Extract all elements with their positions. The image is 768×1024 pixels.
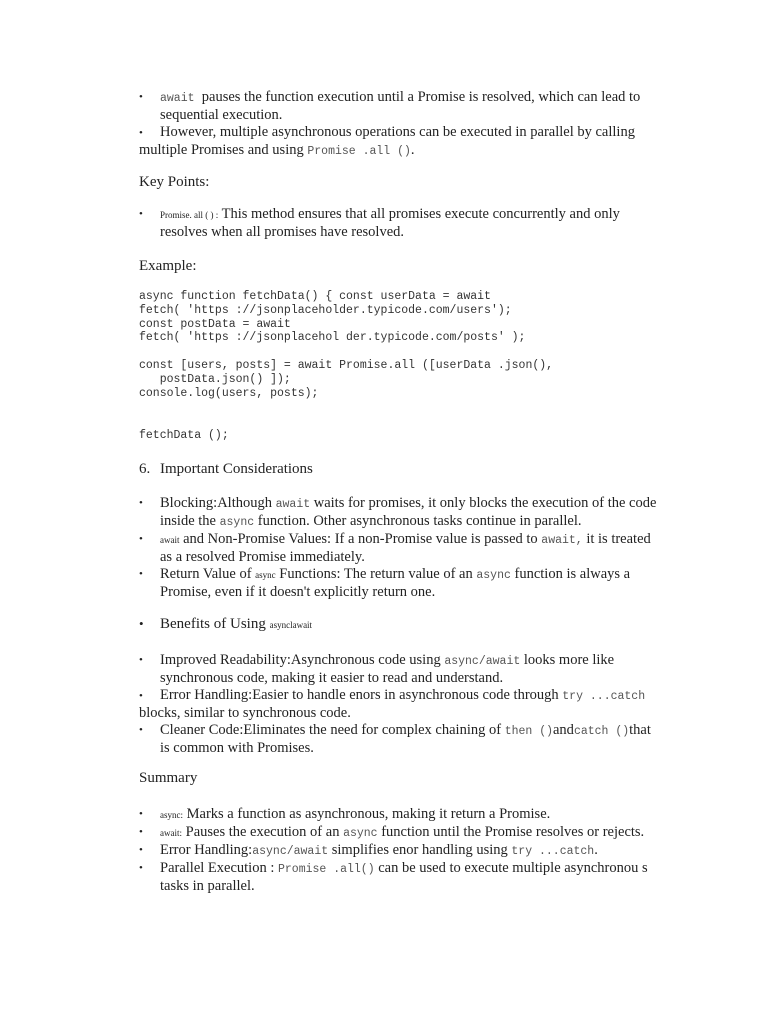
list-item-tail: .	[594, 842, 598, 858]
inline-code: Promise .all ()	[307, 145, 411, 158]
summary-heading: Summary	[139, 770, 198, 786]
list-item-text: pauses the function execution until a Promise is resolved, which can lead to sequential execution.	[160, 89, 641, 123]
list-item-label: Parallel Execution :	[160, 860, 275, 876]
list-item	[139, 687, 659, 722]
bullet-icon: •	[139, 568, 143, 580]
inline-code: async/await	[444, 655, 521, 668]
section-title: Important Considerations	[160, 461, 313, 477]
inline-code: await	[160, 92, 195, 105]
bullet-icon: •	[139, 654, 143, 666]
list-item-text: Although	[217, 495, 272, 511]
bullet-icon: •	[139, 826, 143, 838]
list-item-text: function is always a Promise, even if it doesn't explicitly return one.	[160, 566, 631, 600]
bullet-icon: •	[139, 844, 143, 856]
bullet-icon: •	[139, 808, 143, 820]
inline-code: Promise .all()	[277, 863, 375, 876]
inline-code: async	[476, 569, 511, 582]
inline-code: await,	[541, 534, 583, 547]
list-item-text: This method ensures that all promises execute concurrently and only resolves when all promises have resolved.	[160, 206, 620, 240]
list-item-label: Return Value of	[160, 566, 252, 582]
inline-code: async	[219, 516, 255, 529]
inline-code: catch ()	[573, 725, 630, 738]
bullet-icon: •	[139, 497, 143, 509]
key-points-list	[139, 206, 659, 241]
list-item	[139, 806, 659, 824]
list-item	[139, 495, 659, 531]
list-item	[139, 89, 659, 124]
list-item-text: The return value of an	[343, 566, 473, 582]
bullet-icon: •	[139, 724, 143, 736]
intro-section	[139, 89, 659, 160]
list-item-text: waits for promises, it only blocks the execution of the code inside the	[160, 495, 657, 529]
inline-code: try ...catch	[511, 845, 595, 858]
list-item-label: Promise. all ( ) :	[160, 210, 219, 220]
list-item-text: Pauses the execution of an	[185, 824, 340, 840]
benefits-list	[139, 652, 659, 757]
section-title-code: asynclawait	[269, 620, 313, 630]
bullet-icon: •	[139, 690, 143, 702]
list-item-text: If a non-Promise value is passed to	[334, 531, 538, 547]
list-item-text: Marks a function as asynchronous, making it return a Promise.	[186, 806, 551, 822]
list-item-text: Asynchronous code using	[290, 652, 441, 668]
list-item-label: Improved Readability:	[160, 652, 291, 668]
list-item-tail: .	[410, 142, 415, 158]
list-item-label: and Non-Promise Values:	[183, 531, 332, 547]
list-item-text: can be used to execute multiple asynchronou s tasks in parallel.	[160, 860, 648, 894]
list-item	[139, 824, 659, 842]
list-item-label: Cleaner Code:	[160, 722, 244, 738]
bullet-icon: •	[139, 91, 143, 103]
summary-list	[139, 806, 659, 895]
bullet-icon: •	[139, 127, 143, 139]
key-points-heading: Key Points:	[139, 174, 210, 190]
list-item-text: However, multiple asynchronous operations can be executed in parallel by calling multiple Promises and using	[139, 124, 635, 158]
section-number: 6.	[139, 461, 151, 477]
code-block: async function fetchData() { const userData = await fetch( 'https ://jsonplaceholder.typicode.com/users'); const postData = await fetch( 'https ://jsonplacehol der.typicode.com/posts' ); const [users, posts] = await Promise.all ([userData .json(), postData.json() ]); console.log(users, posts);	[139, 290, 554, 400]
list-item	[139, 860, 659, 895]
inline-code: async	[343, 827, 378, 840]
list-item	[139, 531, 659, 566]
list-item-label: Error Handling:	[160, 687, 253, 703]
list-item-label: await:	[160, 828, 182, 838]
bullet-icon: •	[139, 533, 143, 545]
inline-code: async/await	[252, 845, 329, 858]
list-item-label: Blocking:	[160, 495, 218, 511]
list-item	[139, 124, 659, 160]
list-item-label: Error Handling:	[160, 842, 253, 858]
list-item-text: Easier to handle enors in asynchronous code through	[252, 687, 559, 703]
bullet-icon: •	[139, 862, 143, 874]
code-block-call: fetchData ();	[139, 429, 229, 442]
section-heading-considerations	[139, 461, 313, 478]
list-item-text: it is treated as a resolved Promise immediately.	[160, 531, 651, 565]
list-item	[139, 842, 659, 860]
list-item-label: async	[255, 570, 276, 580]
list-item-text: Eliminates the need for complex chaining of	[243, 722, 502, 738]
example-heading: Example:	[139, 258, 197, 274]
inline-code: await	[275, 498, 311, 511]
list-item-text: looks more like synchronous code, making it easier to read and understand.	[160, 652, 615, 686]
list-item-text: blocks, similar to synchronous code.	[139, 705, 351, 721]
considerations-list	[139, 495, 659, 601]
list-item	[139, 566, 659, 601]
list-item-text: simplifies enor handling using	[331, 842, 508, 858]
inline-code: try ...catch	[562, 690, 646, 703]
list-item-text: that is common with Promises.	[160, 722, 651, 756]
list-item-text: and	[553, 722, 574, 738]
list-item-label: await	[160, 535, 180, 545]
list-item-text: function until the Promise resolves or rejects.	[381, 824, 645, 840]
list-item-label: async:	[160, 810, 183, 820]
list-item	[139, 722, 659, 757]
list-item	[139, 652, 659, 687]
bullet-icon: •	[139, 616, 144, 631]
inline-code: then ()	[504, 725, 553, 738]
section-title: Benefits of Using	[160, 616, 266, 632]
list-item-text: function. Other asynchronous tasks continue in parallel.	[257, 513, 582, 529]
list-item	[139, 206, 659, 241]
bullet-icon: •	[139, 208, 143, 220]
list-item-label: Functions:	[279, 566, 341, 582]
benefits-heading	[139, 616, 312, 633]
